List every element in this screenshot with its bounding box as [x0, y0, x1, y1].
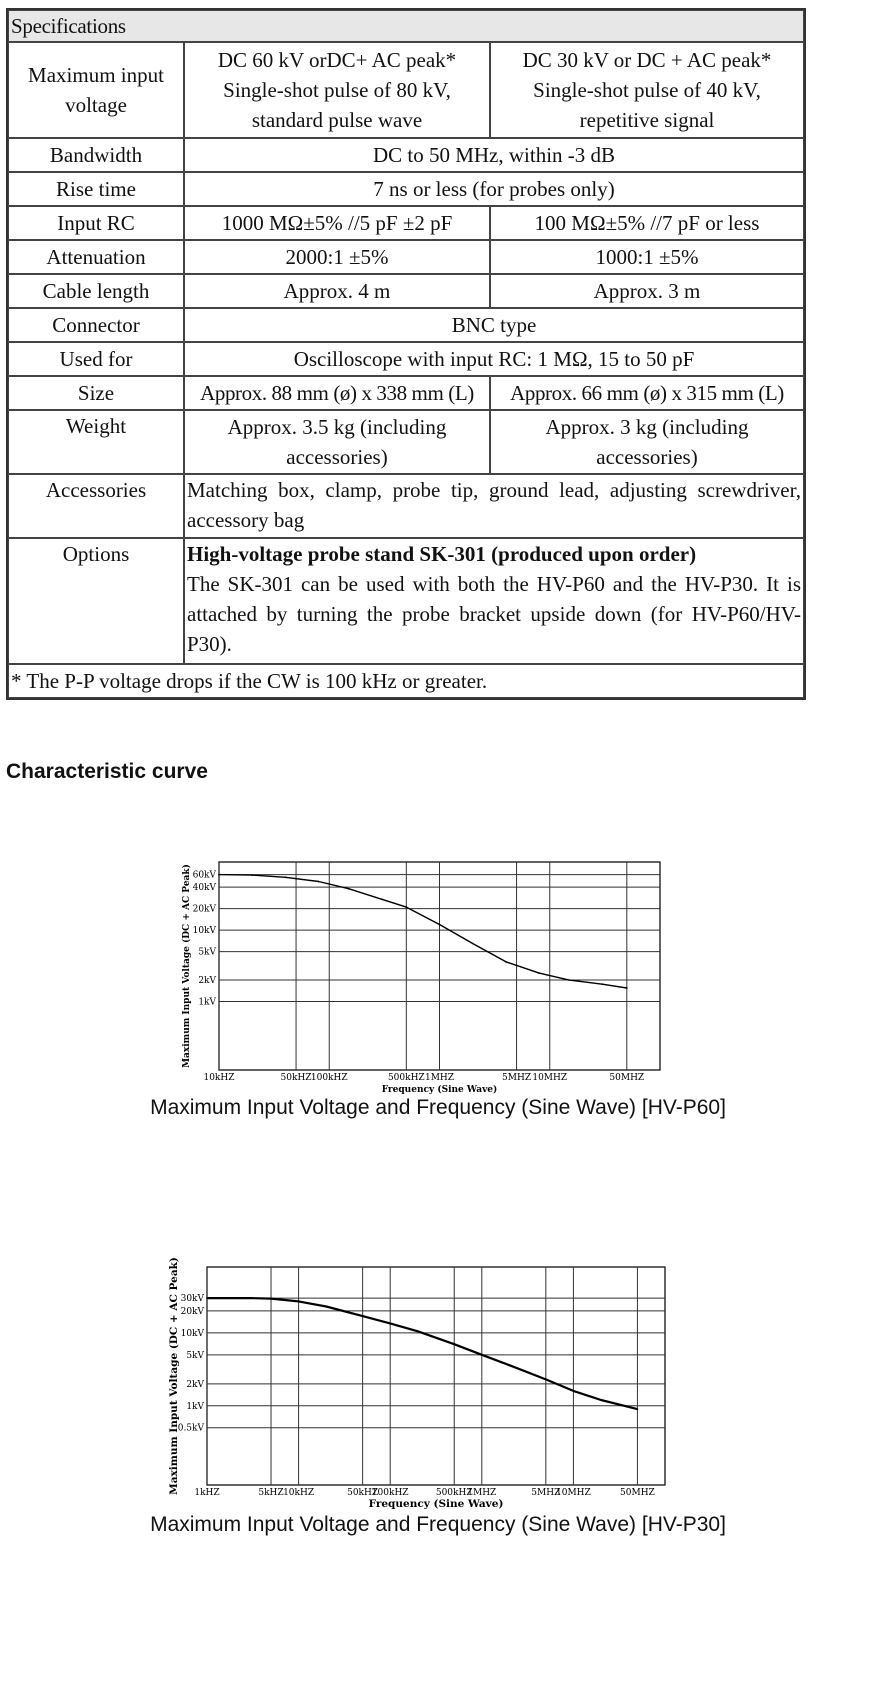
data-point [637, 1408, 639, 1410]
data-point [405, 906, 407, 908]
y-tick-label: 5kV [186, 1350, 204, 1361]
chart-caption-hv-p30: Maximum Input Voltage and Frequency (Sine Wave) [HV-P30] [150, 1513, 726, 1536]
data-point [453, 1343, 455, 1345]
options-label: Options [8, 538, 184, 664]
cable-length-label: Cable length [8, 274, 184, 308]
max-input-voltage-hv-p30: DC 30 kV or DC + AC peak* Single-shot pulse of 40 kV, repetitive signal [490, 42, 804, 138]
attenuation-hv-p30: 1000:1 ±5% [490, 240, 804, 274]
x-tick-label: 50MHZ [609, 1073, 645, 1083]
chart-caption-hv-p60: Maximum Input Voltage and Frequency (Sine Wave) [HV-P60] [150, 1096, 726, 1119]
weight-label: Weight [8, 410, 184, 474]
size-hv-p30: Approx. 66 mm (ø) x 315 mm (L) [490, 376, 804, 410]
used-for-value: Oscilloscope with input RC: 1 MΩ, 15 to 50 pF [184, 342, 804, 376]
x-tick-label: 100kHZ [310, 1073, 348, 1083]
data-point [568, 979, 570, 981]
x-tick-label: 1kHZ [194, 1488, 220, 1498]
data-point [362, 1315, 364, 1317]
x-axis-label: Frequency (Sine Wave) [368, 1498, 504, 1510]
x-axis-label: Frequency (Sine Wave) [381, 1085, 498, 1095]
data-point [318, 881, 320, 883]
data-point [600, 1399, 602, 1401]
rise-time-label: Rise time [8, 172, 184, 206]
x-tick-label: 10MHZ [556, 1488, 591, 1498]
data-point [325, 1306, 327, 1308]
x-tick-label: 50MHZ [620, 1488, 655, 1498]
data-point [417, 1330, 419, 1332]
attenuation-hv-p60: 2000:1 ±5% [184, 240, 490, 274]
max-input-voltage-label: Maximum input voltage [8, 42, 184, 138]
x-tick-label: 10kHZ [203, 1073, 235, 1083]
bandwidth-label: Bandwidth [8, 138, 184, 172]
size-label: Size [8, 376, 184, 410]
footnote: * The P-P voltage drops if the CW is 100 kHz or greater. [8, 664, 804, 698]
data-point [439, 924, 441, 926]
x-tick-label: 5kHZ [258, 1488, 284, 1498]
rise-time-value: 7 ns or less (for probes only) [184, 172, 804, 206]
y-tick-label: 10kV [192, 926, 216, 937]
x-tick-label: 500kHZ [387, 1073, 425, 1083]
data-point [545, 1379, 547, 1381]
data-point [270, 1298, 272, 1300]
data-point [285, 876, 287, 878]
x-tick-label: 50kHZ [347, 1488, 379, 1498]
x-tick-label: 10kHZ [283, 1488, 315, 1498]
y-tick-label: 0.5kV [177, 1423, 204, 1434]
data-point [602, 983, 604, 985]
cable-length-hv-p30: Approx. 3 m [490, 274, 804, 308]
max-input-voltage-hv-p60: DC 60 kV orDC+ AC peak* Single-shot pulse of 80 kV, standard pulse wave [184, 42, 490, 138]
weight-hv-p60: Approx. 3.5 kg (including accessories) [184, 410, 490, 474]
y-tick-label: 5kV [198, 947, 216, 958]
x-tick-label: 1MHZ [424, 1073, 455, 1083]
cable-length-hv-p60: Approx. 4 m [184, 274, 490, 308]
data-point [573, 1390, 575, 1392]
x-tick-label: 50kHZ [280, 1073, 312, 1083]
data-point [481, 1354, 483, 1356]
y-axis-label: Maximum Input Voltage (DC + AC Peak) [168, 1257, 180, 1495]
y-tick-label: 1kV [198, 997, 216, 1008]
input-rc-label: Input RC [8, 206, 184, 240]
data-point [389, 1323, 391, 1325]
used-for-label: Used for [8, 342, 184, 376]
specifications-header: Specifications [8, 10, 804, 42]
x-tick-label: 5MHZ [531, 1488, 561, 1498]
data-point [381, 898, 383, 900]
options-title: High-voltage probe stand SK-301 (produced upon order) [187, 542, 697, 566]
attenuation-label: Attenuation [8, 240, 184, 274]
x-tick-label: 10MHZ [532, 1073, 568, 1083]
chart-hv-p60 [0, 780, 876, 1095]
x-tick-label: 1MHZ [467, 1488, 497, 1498]
options-value [184, 538, 804, 664]
x-tick-label: 5MHZ [502, 1073, 532, 1083]
size-hv-p60: Approx. 88 mm (ø) x 338 mm (L) [184, 376, 490, 410]
data-point [251, 874, 253, 876]
data-point [298, 1301, 300, 1303]
y-tick-label: 1kV [186, 1401, 204, 1412]
data-point [509, 1364, 511, 1366]
data-point [348, 888, 350, 890]
chart-hv-p30 [0, 1180, 876, 1510]
data-point [505, 961, 507, 963]
connector-value: BNC type [184, 308, 804, 342]
input-rc-hv-p30: 100 MΩ±5% //7 pF or less [490, 206, 804, 240]
y-tick-label: 30kV [180, 1294, 204, 1305]
y-tick-label: 10kV [180, 1328, 204, 1339]
data-point [206, 1297, 208, 1299]
weight-hv-p30: Approx. 3 kg (including accessories) [490, 410, 804, 474]
data-point [538, 972, 540, 974]
bandwidth-value: DC to 50 MHz, within -3 dB [184, 138, 804, 172]
accessories-label: Accessories [8, 474, 184, 538]
x-tick-label: 100kHZ [371, 1488, 409, 1498]
y-tick-label: 60kV [192, 870, 216, 881]
y-tick-label: 20kV [192, 904, 216, 915]
y-axis-label: Maximum Input Voltage (DC + AC Peak) [182, 864, 192, 1068]
input-rc-hv-p60: 1000 MΩ±5% //5 pF ±2 pF [184, 206, 490, 240]
data-point [250, 1297, 252, 1299]
data-point [626, 987, 628, 989]
connector-label: Connector [8, 308, 184, 342]
data-point [218, 874, 220, 876]
y-tick-label: 2kV [186, 1379, 204, 1390]
y-tick-label: 20kV [180, 1306, 204, 1317]
accessories-value: Matching box, clamp, probe tip, ground lead, adjusting screwdriver, accessory bag [184, 474, 804, 538]
y-tick-label: 2kV [198, 976, 216, 987]
options-body: The SK-301 can be used with both the HV-P60 and the HV-P30. It is attached by turning the probe bracket upside down (for HV-P60/HV-P30). [187, 572, 801, 656]
x-tick-label: 500kHZ [435, 1488, 473, 1498]
data-point [472, 943, 474, 945]
y-tick-label: 40kV [192, 883, 216, 894]
specifications-table [6, 8, 806, 700]
characteristic-curve-heading: Characteristic curve [6, 760, 208, 783]
